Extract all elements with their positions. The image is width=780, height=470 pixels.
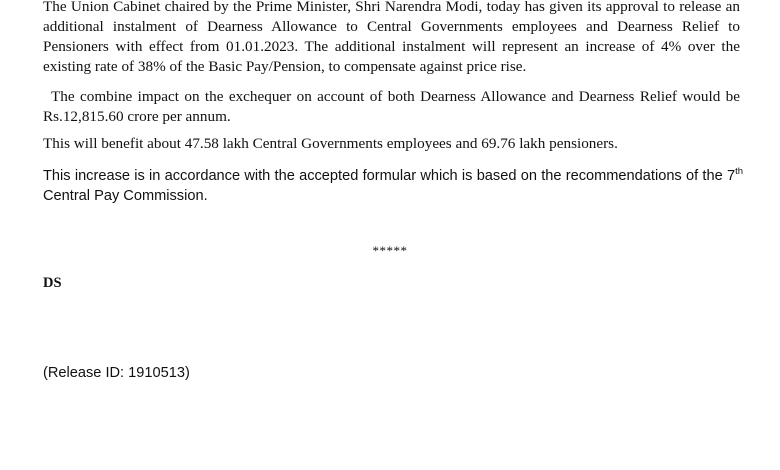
release-id: (Release ID: 1910513) [43, 365, 190, 381]
paragraph-exchequer-impact [43, 87, 740, 127]
paragraph-exchequer-impact-text: The combine impact on the exchequer on account of both Dearness Allowance and Dearness Relief would be Rs.12,815.60 crore per annum. [43, 88, 740, 125]
paragraph-pay-commission [43, 166, 743, 206]
paragraph-pay-commission-text: This increase is in accordance with the accepted formular which is based on the recommendations of the 7 [43, 168, 736, 184]
section-separator: ***** [372, 243, 408, 258]
ordinal-superscript: th [735, 166, 743, 177]
paragraph-pay-commission-suffix: Central Pay Commission. [43, 188, 208, 204]
paragraph-cabinet-approval: The Union Cabinet chaired by the Prime Minister, Shri Narendra Modi, today has given its approval to release an additional instalment of Dearness Allowance to Central Governments employees and Dearness Relief to Pensioners with effect from 01.01.2023. The additional instalment will represent an increase of 4% over the existing rate of 38% of the Basic Pay/Pension, to compensate against price rise. [43, 0, 740, 75]
signature-initials: DS [43, 275, 62, 291]
paragraph-beneficiaries: This will benefit about 47.58 lakh Central Governments employees and 69.76 lakh pensioners. [43, 135, 618, 152]
